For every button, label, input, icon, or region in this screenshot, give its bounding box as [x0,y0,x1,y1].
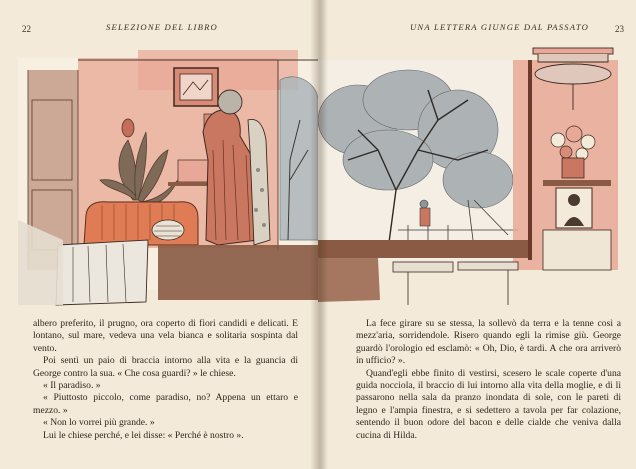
paragraph: « Piuttosto piccolo, come paradiso, no? Appena un ettaro e mezzo. » [33,392,298,416]
paragraph: Lui le chiese perché, e lei disse: « Perché è nostro ». [43,429,244,441]
paragraph: albero preferito, il prugno, ora coperto di fiori candidi e delicati. E lontano, sul mare, vedeva una vela bianca e solitaria sospinta dal vento. [33,318,298,354]
paragraph: « Il paradiso. » [43,380,101,392]
running-header: UNA LETTERA GIUNGE DAL PASSATO [410,22,590,32]
paragraph: Poi sentì un paio di braccia intorno alla vita e la guancia di George contro la sua. « Che cosa guardi? » le chiese. [33,355,298,379]
right-page [318,0,636,469]
page-number: 23 [615,24,624,34]
page-number: 22 [22,24,31,34]
paragraph: « Non lo vorrei più grande. » [43,417,155,429]
right-page-text [356,318,621,442]
paragraph: La fece girare su se stessa, la sollevò da terra e la tenne così a mezz'aria, sorridendole. Risero quando egli la rimise giù. George guardò l'orologio ed esclamò: « Oh, Dio, è tardi. A che ora arriverò in ufficio? ». [356,318,621,367]
running-header: SELEZIONE DEL LIBRO [106,22,218,32]
illustration-window-view [318,40,618,310]
paragraph: Quand'egli ebbe finito di vestirsi, scesero le scale coperte d'una guida nocciola, il braccio di lui intorno alla vita della moglie, e di lì passarono nella sala da pranzo inondata di sole, con le pareti di legno e l'ampia finestra, e si sedettero a tavola per far colazione, sentendo il buon odore del bacon e delle cialde che veniva dalla cucina di Hilda. [356,367,621,441]
illustration-living-room [18,40,318,310]
left-page-text [33,318,298,442]
